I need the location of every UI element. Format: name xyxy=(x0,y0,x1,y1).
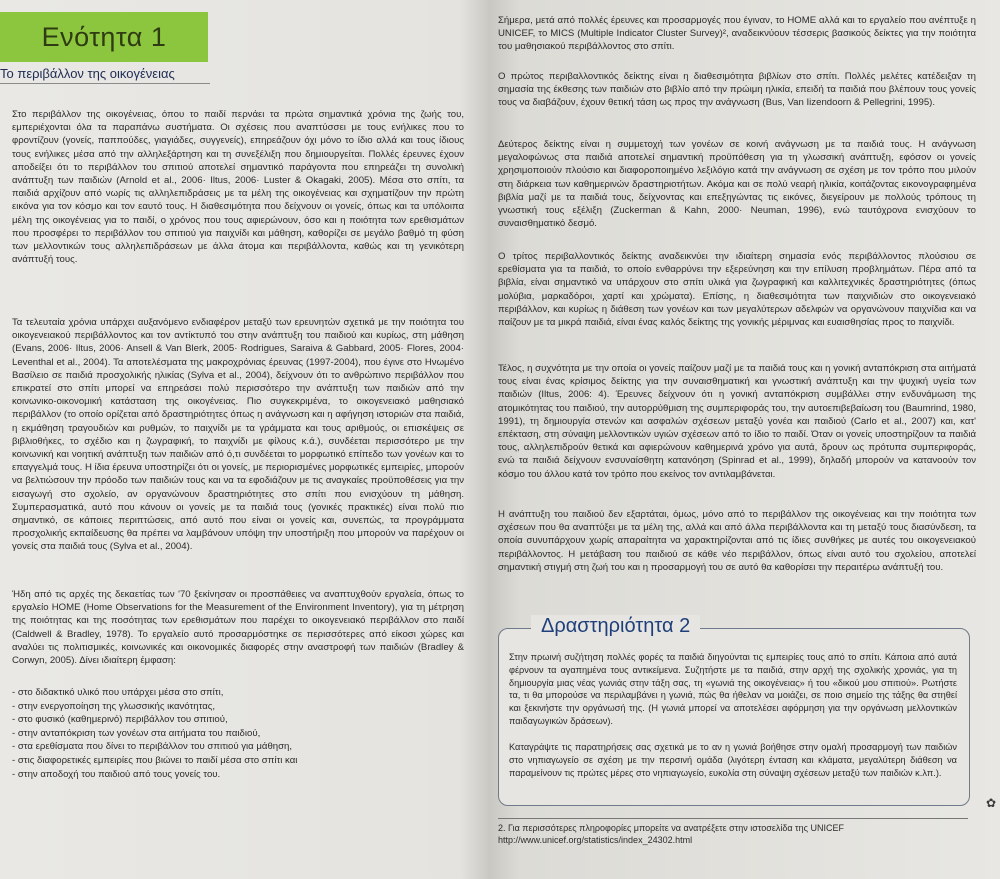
activity-title: Δραστηριότητα 2 xyxy=(531,615,700,638)
footnote-link[interactable]: http://www.unicef.org/statistics/index_24302.html xyxy=(498,835,693,845)
section-label: Ενότητα 1 xyxy=(41,21,167,52)
right-page xyxy=(498,0,978,879)
left-paragraph-2: Τα τελευταία χρόνια υπάρχει αυξανόμενο ενδιαφέρον μεταξύ των ερευνητών σχετικά με την ποιότητα του οικογενειακού περιβάλλοντος και τον αντίκτυπό του στην ανάπτυξη του παιδιού και κυρίως, στη μάθηση (Evans, 2006· Iltus, 2006· Ansell & Van Blerk, 2005· Rodrigues, Saraiva & Gabbard, 2005· Flores, 2004· Leventhal et al., 2004). Τα αποτελέσματα της μακροχρόνιας έρευνας (1997-2004), που έγινε στο Ηνωμένο Βασίλειο σε παιδιά προσχολικής ηλικίας (Sylva et al., 2004), δείχνουν ότι το ανθρώπινο περιβάλλον που επικρατεί στο σπίτι μπορεί να επηρεάσει πολύ περισσότερο την ανάπτυξη των παιδιών από την κοινωνικο-οικονομική κατάσταση της οικογένειας. Πιο συγκεκριμένα, το οικογενειακό μαθησιακό περιβάλλον (το οποίο ορίζεται από δραστηριότητες όπως η ανάγνωση και η αφήγηση ιστοριών στα παιδιά, η εκμάθηση τραγουδιών και ρυθμών, το παιχνίδι με τα γράμματα και τους αριθμούς, οι επισκέψεις σε βιβλιοθήκες, το σχέδιο και η ζωγραφική, το παιχνίδι με φίλους κ.ά.), συνδέεται περισσότερο με την κοινωνική και νοητική ανάπτυξη των παιδιών από ό,τι συνδέεται το μορφωτικό επίπεδο των γονέων και το επαγγελμά τους. Η ίδια έρευνα υποστηρίζει ότι οι γονείς, με περιορισμένες μορφωτικές εμπειρίες, μπορούν να βελτιώσουν την πρόοδο των παιδιών τους και να τα εφοδιάζουν με τις αναγκαίες προϋποθέσεις για την εισαγωγή στο σχολείο, αν οργανώνουν δραστηριότητες στο σπίτι που ενισχύουν τη μάθηση. Συμπερασματικά, αυτό που κάνουν οι γονείς με τα παιδιά τους (γονικές πρακτικές) είναι πολύ πιο σημαντικό, σε κάποιες περιπτώσεις, από αυτό που είναι οι γονείς και, συνεπώς, τα προγράμματα προσχολικής εκπαίδευσης θα πρέπει να λαμβάνουν υπόψη την υποστήριξη που μπορούν να παρέχουν οι γονείς στα παιδιά τους (Sylva et al., 2004). xyxy=(12,317,464,553)
footnote-divider xyxy=(498,818,968,819)
left-paragraph-3: Ήδη από τις αρχές της δεκαετίας των '70 ξεκίνησαν οι προσπάθειες να αναπτυχθούν εργαλεία, όπως το εργαλείο HOME (Home Observations for the Measurement of the Environment Inventory), για τη μέτρηση της ποιότητας και της ποσότητας των ερεθισμάτων που παρέχει το οικογενειακό περιβάλλον στο παιδί (Caldwell & Bradley, 1978). Το εργαλείο αυτό προσαρμόστηκε σε περισσότερες από είκοσι χώρες και αναλύει τις πολιτισμικές, κοινωνικές και οικονομικές διαφορές στην αναστροφή των παιδιών (Bradley & Corwyn, 2005). Δίνει ιδιαίτερη έμφαση: xyxy=(12,589,464,667)
list-item: - στις διαφορετικές εμπειρίες που βιώνει το παιδί μέσα στο σπίτι και xyxy=(12,754,298,766)
flower-ornament-icon: ✿ xyxy=(986,796,997,810)
list-item: - στην ενεργοποίηση της γλωσσικής ικανότητας, xyxy=(12,700,216,712)
footnote-text: 2. Για περισσότερες πληροφορίες μπορείτε να ανατρέξετε στην ιστοσελίδα της UNICEF xyxy=(498,823,844,833)
list-item: - στην αποδοχή του παιδιού από τους γονείς του. xyxy=(12,768,221,780)
right-paragraph-3: Δεύτερος δείκτης είναι η συμμετοχή των γονέων σε κοινή ανάγνωση με τα παιδιά τους. Η ανάγνωση μεγαλοφώνως στα παιδιά αποτελεί σημαντική προϋπόθεση για τη γλωσσική ανάπτυξη, εφόσον οι γονείς χρησιμοποιούν πλούσιο και διαφοροποιημένο λεξιλόγιο κατά την ανάγνωση σε σχέση με τον τρόπο που μιλούν στη διάρκεια των καθημερινών δραστηριοτήτων. Ακόμα και σε πολύ νεαρή ηλικία, κοιτάζοντας εικονογραφημένα βιβλία μαζί με τα παιδιά τους, δείχνοντας και επεξηγώντας τις εικόνες, διεγείρουν με πολλούς τρόπους τη γνωστική τους εξέλιξη (Zuckerman & Kahn, 2000· Neuman, 1996), ενώ ταυτόχρονα ενισχύουν το συναισθηματικό δεσμό. xyxy=(498,139,976,230)
right-paragraph-4: Ο τρίτος περιβαλλοντικός δείκτης αναδεικνύει την ιδιαίτερη σημασία ενός περιβάλλοντος πλούσιου σε ερεθίσματα για τα παιδιά, το οποίο ενθαρρύνει την εξερεύνηση και την επίλυση προβλημάτων. Πέρα από τα βιβλία, είναι σημαντικό να υπάρχουν στο σπίτι υλικά για ζωγραφική και καλλιτεχνικές δραστηριότητες (όπως μολύβια, μαρκαδόροι, χαρτί και χρώματα). Επίσης, η διαθεσιμότητα των παιχνιδιών στο οικογενειακό περιβάλλον, και κυρίως η διάθεση των γονέων και των μεγαλύτερων αδελφών να οργανώνουν παιχνίδια και να παίζουν με τα μικρά παιδιά, είναι ένας καλός δείκτης της γονικής μέριμνας και ευαισθησίας προς το παιχνίδι. xyxy=(498,251,976,329)
section-banner xyxy=(0,12,208,62)
activity-paragraph-2: Καταγράψτε τις παρατηρήσεις σας σχετικά με το αν η γωνιά βοήθησε στην ομαλή προσαρμογή των παιδιών στο νηπιαγωγείο σε σχέση με την περσινή ομάδα (λιγότερη ένταση και κλάματα, μεγαλύτερη διάθεση να παραμείνουν τις πρώτες μέρες στο νηπιαγωγείο, ευκολία στη σύναψη σχέσεων μεταξύ των παιδιών κ.λπ.). xyxy=(509,742,957,778)
list-item: - στην ανταπόκριση των γονέων στα αιτήματα του παιδιού, xyxy=(12,727,261,739)
right-paragraph-6: Η ανάπτυξη του παιδιού δεν εξαρτάται, όμως, μόνο από το περιβάλλον της οικογένειας και την ποιότητα των σχέσεων που θα αναπτύξει με τα μέλη της, αλλά και από άλλα περιβάλλοντα και τη μεταξύ τους διασύνδεση, τα οποία συνυπάρχουν χωρίς απαραίτητα να χαρακτηρίζονται από τις ίδιες συνθήκες με αυτές του οικογενειακού περιβάλλοντος. Η μετάβαση του παιδιού σε κάθε νέο περιβάλλον, όπως είναι αυτό του σχολείου, αποτελεί σημαντική στιγμή στη ζωή του και η προσαρμογή του σε αυτό θα καθορίσει την περαιτέρω ανάπτυξή του. xyxy=(498,509,976,573)
activity-box xyxy=(498,615,970,806)
right-paragraph-1: Σήμερα, μετά από πολλές έρευνες και προσαρμογές που έγιναν, το HOME αλλά και το εργαλείο που ανέπτυξε η UNICEF, το MICS (Multiple Indicator Cluster Survey)², αναδεικνύουν τέσσερις βασικούς δείκτες για την ποιότητα του μαθησιακού περιβάλλοντος στο σπίτι. xyxy=(498,15,976,53)
activity-paragraph-1: Στην πρωινή συζήτηση πολλές φορές τα παιδιά διηγούνται τις εμπειρίες τους από το σπίτι. Κάποια από αυτά φέρνουν τα αγαπημένα τους αντικείμενα. Συζητήστε με τα παιδιά, στην αρχή της σχολικής χρονιάς, για τη δημιουργία μιας νέας γωνιάς στην τάξη σας, τη «γωνιά της οικογένειας» ή του «δικού μου σπιτιού». Ρωτήστε τα, τι θα μπορούσε να περιλαμβάνει η γωνιά, πώς θα ήθελαν να μοιάζει, σε ποιο σημείο της τάξης θα στηθεί και ξεκινήστε την οργάνωσή της. (Η γωνιά μπορεί να αποτελέσει αφόρμηση για την οργάνωση μελλοντικών παιδαγωγικών δράσεων). xyxy=(509,652,957,726)
footnote xyxy=(498,822,968,846)
chapter-title: Το περιβάλλον της οικογένειας xyxy=(0,66,210,84)
list-item: - στα ερεθίσματα που δίνει το περιβάλλον του σπιτιού για μάθηση, xyxy=(12,741,293,753)
right-paragraph-5: Τέλος, η συχνότητα με την οποία οι γονείς παίζουν μαζί με τα παιδιά τους και η γονική ανταπόκριση στα αιτήματά τους είναι ένας κρίσιμος δείκτης για την συναισθηματική και γνωστική ανάπτυξη και την ψυχική υγεία των παιδιών (Iltus, 2006: 4). Έρευνες δείχνουν ότι η γονική ανταπόκριση συμβάλλει στην ενδυνάμωση της ατομικότητας του παιδιού, την αυτορρύθμιση της συμπεριφοράς του, την αυτοεπιβεβαίωση του (Baumrind, 1980, 1991), τη δημιουργία στενών και ασφαλών σχέσεων μεταξύ γονέα και παιδιού (Carlo et al., 2007) και, κατ' επέκταση, στη σύναψη μελλοντικών υγιών σχέσεων από το ίδιο το παιδί. Όταν οι γονείς υποστηρίζουν τα παιδιά τους, αλληλεπιδρούν θετικά και αφιερώνουν καθημερινά χρόνο για αυτά, δρουν ως πρότυπα συμπεριφοράς, ενώ τα παιδιά δείχνουν ενσυναίσθητη κατανόηση (Spinrad et al., 1999), δηλαδή μπορούν να κατανοούν τον κόσμο του άλλου κατά τον τρόπο που εκείνος τον αντιλαμβάνεται. xyxy=(498,363,976,480)
right-paragraph-2: Ο πρώτος περιβαλλοντικός δείκτης είναι η διαθεσιμότητα βιβλίων στο σπίτι. Πολλές μελέτες κατέδειξαν τη σημασία της έκθεσης των παιδιών στο βιβλίο από την πρώιμη ηλικία, επειδή τα παιδιά που βλέπουν τους γονείς τους να διαβάζουν, έχουν θετική τάση ως προς την ανάγνωση (Bus, Van Iizendoorn & Pellegrini, 1995). xyxy=(498,71,976,109)
left-paragraph-1: Στο περιβάλλον της οικογένειας, όπου το παιδί περνάει τα πρώτα σημαντικά χρόνια της ζωής του, εμπεριέχονται όλα τα παραπάνω συστήματα. Οι σχέσεις που αναπτύσσει με τους ενήλικες που το φροντίζουν (γονείς, παππούδες, γιαγιάδες, συγγενείς), επηρεάζουν όχι μόνο το ίδιο αλλά και τους ίδιους τους ενήλικες μέσα από την αλληλεξάρτηση και τη συνεξέλιξη που δημιουργείται. Πολλές έρευνες έχουν αποδείξει ότι το περιβάλλον του σπιτιού αποτελεί σημαντικό παράγοντα που επηρεάζει τη συνολική ανάπτυξη των παιδιών (Arnold et al., 2006· Iltus, 2006· Luster & Okagaki, 2005). Μέσα στο σπίτι, τα παιδιά αρχίζουν από νωρίς τις αλληλεπιδράσεις με τα μέλη της οικογένειας και σχηματίζουν την πρώτη εικόνα για τον κόσμο και τον εαυτό τους. Η διαθεσιμότητα που δείχνουν οι γονείς, όπως και τα υπόλοιπα μέλη της οικογένειας για το παιδί, ο χρόνος που τους αφιερώνουν, όσο και η ποιότητα των ερεθισμάτων που προσφέρει το περιβάλλον του σπιτιού για παιχνίδι και μάθηση, καθορίζει σε μεγάλο βαθμό τη φύση των μελλοντικών τους αλληλεπιδράσεων με άλλα άτομα και περιβάλλοντα, καθώς και τη γενικότερη ανάπτυξή τους. xyxy=(12,109,464,266)
emphasis-list xyxy=(12,686,297,781)
left-page xyxy=(0,0,482,879)
list-item: - στο φυσικό (καθημερινό) περιβάλλον του σπιτιού, xyxy=(12,714,228,726)
list-item: - στο διδακτικό υλικό που υπάρχει μέσα στο σπίτι, xyxy=(12,687,224,698)
